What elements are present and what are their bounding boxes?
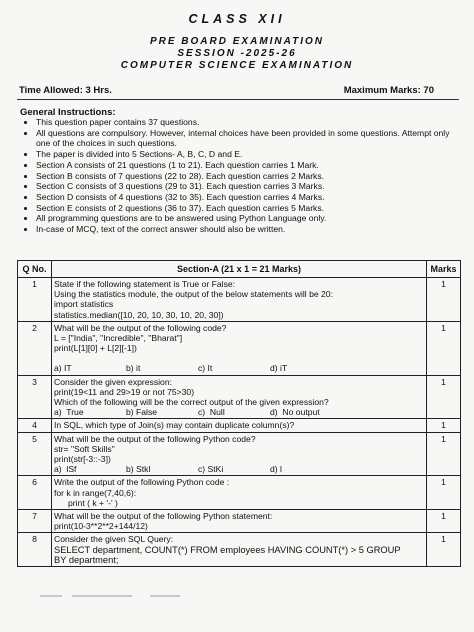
question-line: Using the statistics module, the output of the below statements will be 20: xyxy=(54,289,333,300)
session-label: SESSION -2025-26 xyxy=(177,48,297,59)
question-marks: 1 xyxy=(427,533,461,567)
question-line: In SQL, which type of Join(s) may contain duplicate column(s)? xyxy=(54,420,295,431)
question-line: print(19<11 and 29>19 or not 75>30) xyxy=(54,386,195,397)
question-text xyxy=(52,375,427,419)
question-text xyxy=(52,419,427,432)
option: b) False xyxy=(126,407,158,418)
options-row xyxy=(54,363,424,373)
question-text xyxy=(52,510,427,533)
question-number: 2 xyxy=(18,321,52,375)
instruction-item: • This question paper contains 37 questions. xyxy=(36,117,466,128)
question-number: 6 xyxy=(18,476,52,510)
time-allowed: Time Allowed: 3 Hrs. xyxy=(19,85,112,96)
question-line: str= "Soft Skills" xyxy=(54,443,115,454)
instruction-item: • The paper is divided into 5 Sections- A, B, C, D and E. xyxy=(36,149,466,160)
question-marks: 1 xyxy=(427,510,461,533)
question-line: What will be the output of the following code? xyxy=(54,322,227,333)
instructions-list xyxy=(20,117,466,235)
subject-title: COMPUTER SCIENCE EXAMINATION xyxy=(120,60,354,71)
question-line: print(str[-3::-3]) xyxy=(54,454,111,465)
scan-mark xyxy=(72,595,132,597)
options-row xyxy=(54,407,424,417)
option: a) lSf xyxy=(54,464,77,475)
question-line: BY department; xyxy=(54,554,119,565)
table-row xyxy=(18,533,461,567)
question-line: statistics.median([10, 20, 10, 30, 10, 20, 30]) xyxy=(54,309,224,320)
question-line: What will be the output of the following Python code? xyxy=(54,433,256,444)
divider xyxy=(17,99,459,100)
question-line: import statistics xyxy=(54,299,114,310)
question-line: Consider the given expression: xyxy=(54,376,172,387)
question-number: 5 xyxy=(18,432,52,476)
exam-name: PRE BOARD EXAMINATION xyxy=(149,36,325,47)
question-number: 7 xyxy=(18,510,52,533)
question-line: Which of the following will be the correct output of the given expression? xyxy=(54,397,329,408)
instruction-item: • Section B consists of 7 questions (22 to 28). Each question carries 2 Marks. xyxy=(36,171,466,182)
instruction-item: • Section A consists of 21 questions (1 to 21). Each question carries 1 Mark. xyxy=(36,160,466,171)
options-row xyxy=(54,464,424,474)
instructions-title: General Instructions: xyxy=(20,107,116,118)
option: a) IT xyxy=(54,363,72,374)
question-line: Consider the given SQL Query: xyxy=(54,534,174,545)
question-number: 8 xyxy=(18,533,52,567)
question-line: State if the following statement is True or False: xyxy=(54,279,236,289)
option: c) StKi xyxy=(198,464,224,475)
question-line: L = ["India", "Incredible", "Bharat"] xyxy=(54,333,183,344)
question-line: SELECT department, COUNT(*) FROM employees HAVING COUNT(*) > 5 GROUP xyxy=(54,544,401,555)
scan-mark xyxy=(40,595,62,597)
question-marks: 1 xyxy=(427,419,461,432)
instruction-item: • Section C consists of 3 questions (29 to 31). Each question carries 3 Marks. xyxy=(36,181,466,192)
qno-header: Q No. xyxy=(18,261,52,278)
question-line: What will be the output of the following Python statement: xyxy=(54,511,273,522)
question-marks: 1 xyxy=(427,476,461,510)
question-text xyxy=(52,321,427,375)
question-marks: 1 xyxy=(427,278,461,322)
table-row xyxy=(18,476,461,510)
instruction-item: • All questions are compulsory. However, internal choices have been provided in some questions. Attempt only one of the choices in such questions. xyxy=(36,128,466,149)
section-header: Section-A (21 x 1 = 21 Marks) xyxy=(52,261,427,278)
question-text xyxy=(52,432,427,476)
option: d) No output xyxy=(270,407,320,418)
question-number: 4 xyxy=(18,419,52,432)
question-table xyxy=(17,260,461,567)
instruction-item: • Section D consists of 4 questions (32 to 35). Each question carries 4 Marks. xyxy=(36,192,466,203)
question-marks: 1 xyxy=(427,375,461,419)
question-number: 1 xyxy=(18,278,52,322)
question-line: print(L[1][0] + L[2][-1]) xyxy=(54,343,137,354)
question-marks: 1 xyxy=(427,321,461,375)
option: d) iT xyxy=(270,363,288,374)
instruction-item: • Section E consists of 2 questions (36 to 37). Each question carries 5 Marks. xyxy=(36,203,466,214)
table-row xyxy=(18,419,461,432)
question-line: Write the output of the following Python code : xyxy=(54,477,230,488)
table-row xyxy=(18,375,461,419)
table-row xyxy=(18,510,461,533)
table-row xyxy=(18,321,461,375)
option: a) True xyxy=(54,407,84,418)
question-text xyxy=(52,278,427,322)
option: c) It xyxy=(198,363,213,374)
table-row xyxy=(18,432,461,476)
option: d) l xyxy=(270,464,282,475)
instruction-item: • In-case of MCQ, text of the correct answer should also be written. xyxy=(36,224,466,235)
option: b) Stkl xyxy=(126,464,151,475)
scan-mark xyxy=(150,595,180,597)
option: b) it xyxy=(126,363,141,374)
question-text xyxy=(52,533,427,567)
class-title: CLASS XII xyxy=(188,12,286,26)
table-header-row xyxy=(18,261,461,278)
question-text xyxy=(52,476,427,510)
table-row xyxy=(18,278,461,322)
question-marks: 1 xyxy=(427,432,461,476)
question-line: for k in range(7,40,6): xyxy=(54,487,137,498)
question-number: 3 xyxy=(18,375,52,419)
maximum-marks: Maximum Marks: 70 xyxy=(343,85,434,96)
marks-header: Marks xyxy=(427,261,461,278)
question-line: print ( k + '-' ) xyxy=(68,497,118,508)
question-line: print(10-3**2**2+144/12) xyxy=(54,521,148,532)
instruction-item: • All programming questions are to be answered using Python Language only. xyxy=(36,213,466,224)
option: c) Null xyxy=(198,407,225,418)
